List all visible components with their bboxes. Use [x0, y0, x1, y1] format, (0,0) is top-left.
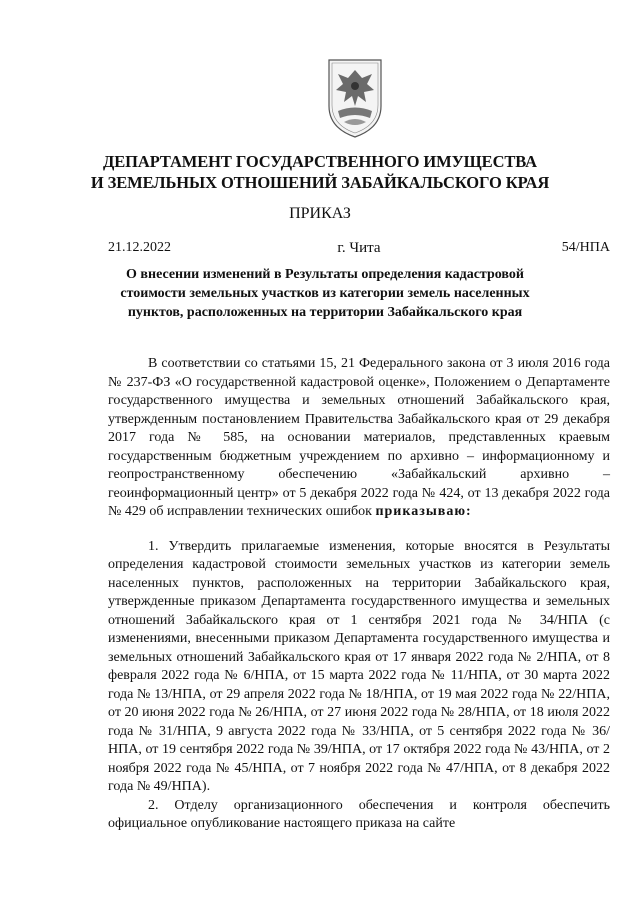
department-line-1: ДЕПАРТАМЕНТ ГОСУДАРСТВЕННОГО ИМУЩЕСТВА: [103, 152, 537, 171]
subject-line-1: О внесении изменений в Результаты определения кадастровой: [126, 267, 524, 282]
preamble-paragraph: [108, 355, 610, 522]
department-title: [60, 151, 580, 193]
subject-line-3: пунктов, расположенных на территории Забайкальского края: [127, 305, 523, 320]
document-city: г. Чита: [337, 240, 381, 256]
subject-line-2: стоимости земельных участков из категории земель населенных: [120, 286, 530, 301]
document-subject: [115, 265, 535, 322]
document-date: 21.12.2022: [108, 240, 171, 255]
department-line-2: И ЗЕМЕЛЬНЫХ ОТНОШЕНИЙ ЗАБАЙКАЛЬСКОГО КРАЯ: [90, 173, 550, 192]
order-word: приказываю:: [375, 504, 472, 519]
preamble-text: В соответствии со статьями 15, 21 Федерального закона от 3 июля 2016 года № 237-ФЗ «О государственной кадастровой оценке», Положением о Департаменте государственного имущества и земельных отношений Забайкальского края, утвержденным постановлением Правительства Забайкальского края от 29 декабря 2017 года № 585, на основании материалов, представленных краевым государственным бюджетным учреждением по архивно – информационному и геопространственному обеспечению «Забайкальский архивно – геоинформационный центр» от 5 декабря 2022 года № 424, от 13 декабря 2022 года № 429 об исправлении технических ошибок: [108, 356, 610, 519]
document-type: ПРИКАЗ: [289, 205, 351, 222]
document-number: 54/НПА: [561, 240, 610, 255]
item-2-paragraph: 2. Отделу организационного обеспечения и контроля обеспечить официальное опубликование настоящего приказа на сайте: [108, 797, 610, 831]
coat-of-arms-icon: [326, 56, 384, 140]
item-1-paragraph: 1. Утвердить прилагаемые изменения, которые вносятся в Результаты определения кадастровой стоимости земельных участков из категории земель населенных пунктов, расположенных на территории Забайкальского края, утвержденные приказом Департамента государственного имущества и земельных отношений Забайкальского края от 1 сентября 2021 года № 34/НПА (с изменениями, внесенными приказом Департамента государственного имущества и земельных отношений Забайкальского края от 17 января 2022 года № 2/НПА, от 8 февраля 2022 года № 6/НПА, от 15 марта 2022 года № 11/НПА, от 30 марта 2022 года № 13/НПА, от 29 апреля 2022 года № 18/НПА, от 19 мая 2022 года № 22/НПА, от 20 июня 2022 года № 26/НПА, от 27 июня 2022 года № 28/НПА, от 18 июля 2022 года № 31/НПА, 9 августа 2022 года № 33/НПА, от 5 сентября 2022 года № 36/НПА, от 19 сентября 2022 года № 39/НПА, от 17 октября 2022 года № 43/НПА, от 2 ноября 2022 года № 45/НПА, от 7 ноября 2022 года № 47/НПА, от 8 декабря 2022 года № 49/НПА).: [108, 538, 610, 794]
document-body: [108, 355, 610, 834]
